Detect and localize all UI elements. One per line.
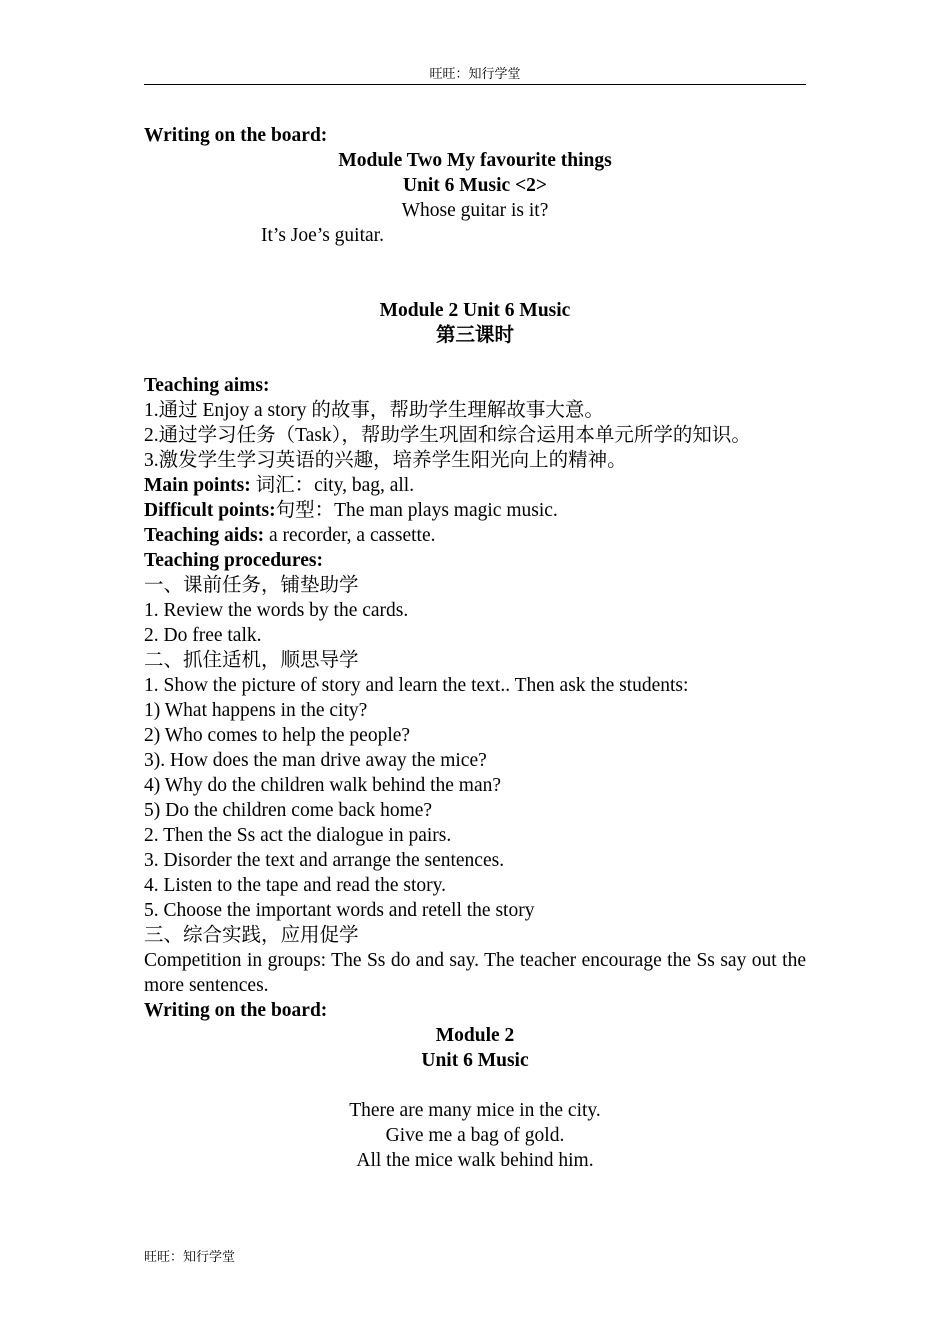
step2-item: 1. Show the picture of story and learn the text.. Then ask the students: (144, 675, 689, 696)
step2-item: 5. Choose the important words and retell the story (144, 900, 535, 921)
board2-heading: Writing on the board: (144, 1000, 328, 1021)
board1-heading: Writing on the board: (144, 125, 328, 146)
main-points (144, 473, 806, 498)
teaching-aids (144, 523, 806, 548)
difficult-points (144, 498, 806, 523)
aim-item: 2.通过学习任务（Task），帮助学生巩固和综合运用本单元所学的知识。 (144, 425, 751, 446)
main-points-text: 词汇：city, bag, all. (250, 475, 415, 496)
aim-item: 3.激发学生学习英语的兴趣，培养学生阳光向上的精神。 (144, 450, 627, 471)
difficult-points-text: 句型：The man plays magic music. (275, 500, 558, 521)
step2-item: 4. Listen to the tape and read the story. (144, 875, 446, 896)
board1-module: Module Two My favourite things (338, 150, 612, 171)
step2-item: 2. Then the Ss act the dialogue in pairs. (144, 825, 452, 846)
lesson-subtitle: 第三课时 (435, 325, 514, 346)
step2-item: 4) Why do the children walk behind the man? (144, 775, 502, 796)
aims-heading: Teaching aims: (144, 375, 270, 396)
aim-item: 1.通过 Enjoy a story 的故事，帮助学生理解故事大意。 (144, 400, 604, 421)
step3-text: Competition in groups: The Ss do and say. The teacher encourage the Ss say out the more sentences. (144, 950, 806, 996)
main-points-label: Main points: (144, 475, 251, 496)
step2-item: 1) What happens in the city? (144, 700, 368, 721)
lesson-title: Module 2 Unit 6 Music (379, 300, 571, 321)
board1-unit: Unit 6 Music <2> (402, 175, 548, 196)
teaching-aids-text: a recorder, a cassette. (264, 525, 436, 546)
board2-line: All the mice walk behind him. (356, 1150, 594, 1171)
procedures-heading: Teaching procedures: (144, 550, 323, 571)
board2-line: There are many mice in the city. (349, 1100, 601, 1121)
board1-answer: It’s Joe’s guitar. (261, 225, 384, 246)
board2-module: Module 2 (435, 1025, 515, 1046)
document-body (144, 123, 806, 1173)
step2-item: 2) Who comes to help the people? (144, 725, 411, 746)
step2-item: 3. Disorder the text and arrange the sentences. (144, 850, 505, 871)
page-footer: 旺旺：知行学堂 (144, 1249, 236, 1264)
page-header: 旺旺：知行学堂 (144, 64, 806, 85)
step2-title: 二、抓住适机，顺思导学 (144, 650, 359, 671)
step1-item: 1. Review the words by the cards. (144, 600, 409, 621)
board2-line: Give me a bag of gold. (385, 1125, 565, 1146)
difficult-points-label: Difficult points: (144, 500, 276, 521)
board2-unit: Unit 6 Music (421, 1050, 529, 1071)
step1-item: 2. Do free talk. (144, 625, 262, 646)
step3-title: 三、综合实践，应用促学 (144, 925, 359, 946)
step1-title: 一、课前任务，铺垫助学 (144, 575, 359, 596)
board1-question: Whose guitar is it? (401, 200, 549, 221)
step2-item: 5) Do the children come back home? (144, 800, 433, 821)
step2-item: 3). How does the man drive away the mice? (144, 750, 487, 771)
teaching-aids-label: Teaching aids: (144, 525, 265, 546)
